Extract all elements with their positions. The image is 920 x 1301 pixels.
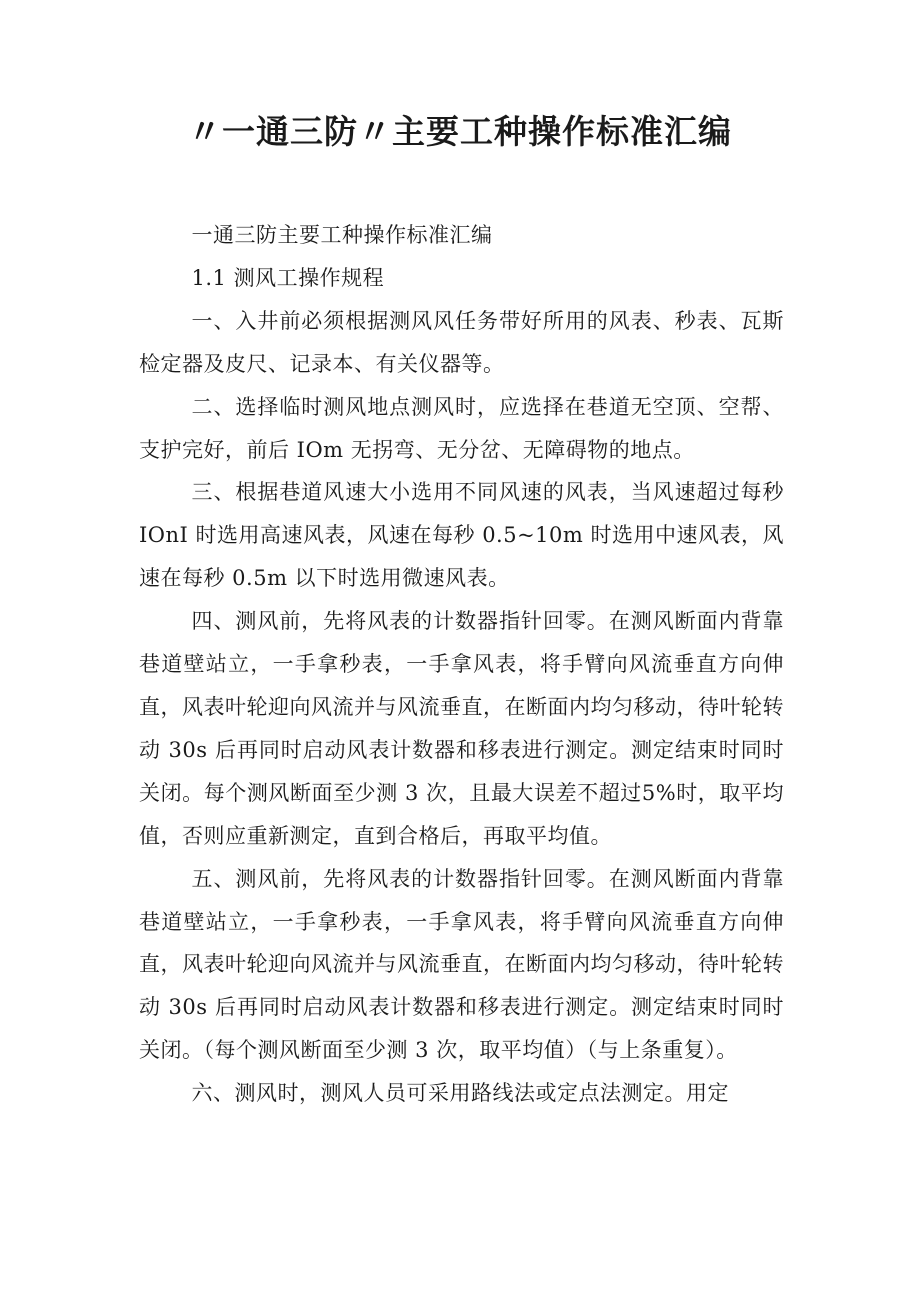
paragraph-item-1: 一、入井前必须根据测风风任务带好所用的风表、秒表、瓦斯检定器及皮尺、记录本、有关仪器等。 [139,308,784,376]
paragraph-heading: 一通三防主要工种操作标准汇编 [191,223,493,247]
paragraph-item-5: 五、测风前，先将风表的计数器指针回零。在测风断面内背靠巷道壁站立，一手拿秒表，一手拿风表，将手臂向风流垂直方向伸直，风表叶轮迎向风流并与风流垂直，在断面内均匀移动，待叶轮转动 30s 后再同时启动风表计数器和移表进行测定。测定结束时同时关闭。（每个测风断面至少测 3 次，取平均值）（与上条重复）。 [139,866,784,1063]
paragraph-item-3: 三、根据巷道风速大小选用不同风速的风表，当风速超过每秒 IOnI 时选用高速风表，风速在每秒 0.5~10m 时选用中速风表，风速在每秒 0.5m 以下时选用微速风表。 [139,480,784,591]
paragraph-item-4: 四、测风前，先将风表的计数器指针回零。在测风断面内背靠巷道壁站立，一手拿秒表，一手拿风表，将手臂向风流垂直方向伸直，风表叶轮迎向风流并与风流垂直，在断面内均匀移动，待叶轮转动 30s 后再同时启动风表计数器和移表进行测定。测定结束时同时关闭。每个测风断面至少测 3 次，且最大误差不超过5%时，取平均值，否则应重新测定，直到合格后，再取平均值。 [139,609,784,848]
document-title: 〃一通三防〃主要工种操作标准汇编 [188,112,732,151]
paragraph-item-6: 六、测风时，测风人员可采用路线法或定点法测定。用定 [191,1081,729,1106]
document-body [139,214,784,1115]
paragraph-item-2: 二、选择临时测风地点测风时，应选择在巷道无空顶、空帮、支护完好，前后 IOm 无拐弯、无分岔、无障碍物的地点。 [139,394,784,462]
paragraph-section-number: 1.1 测风工操作规程 [191,265,385,290]
